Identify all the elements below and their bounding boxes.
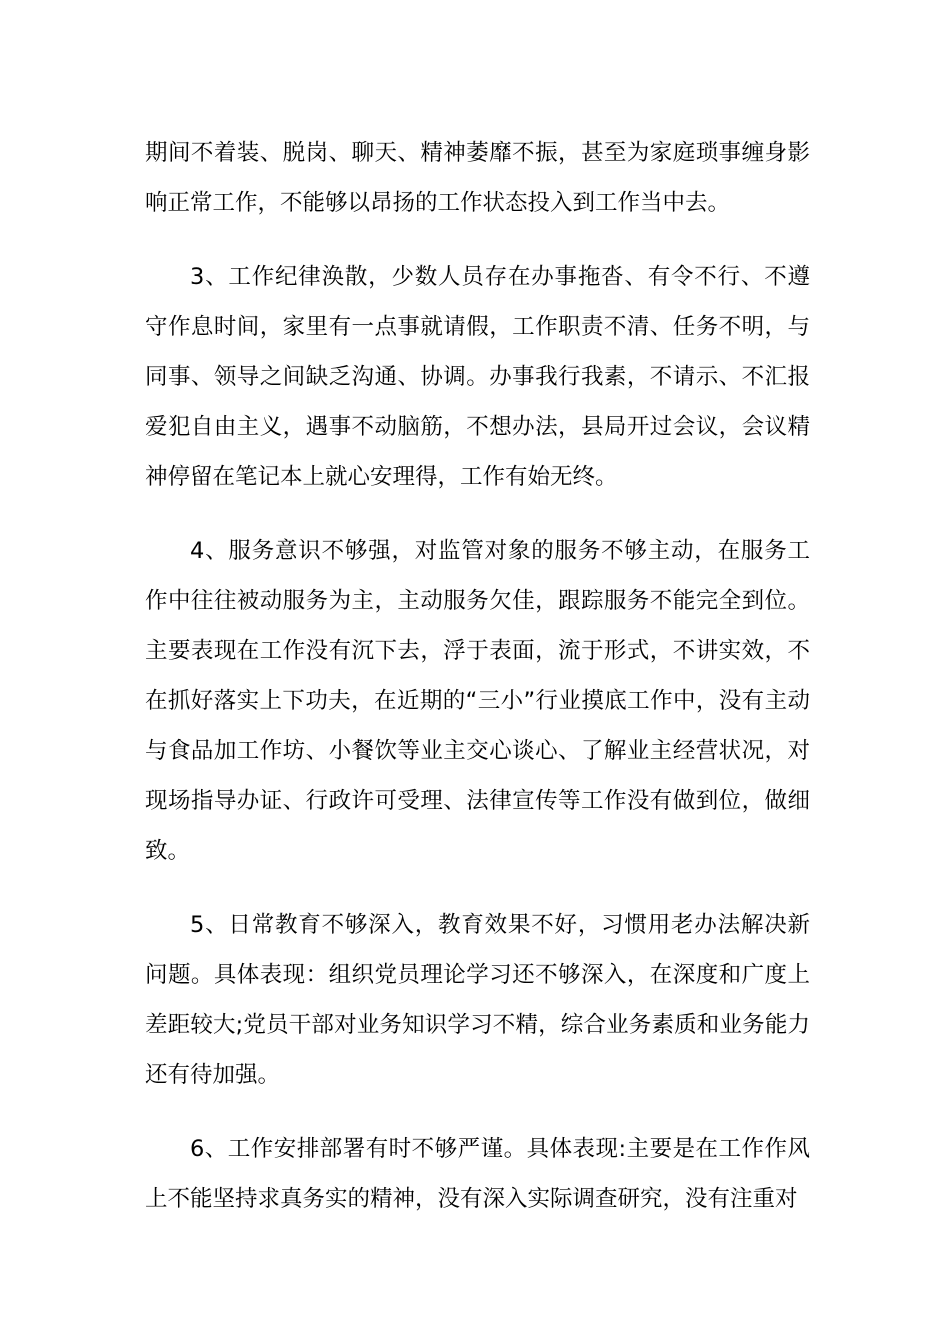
- paragraph-item-5: 5、日常教育不够深入，教育效果不好，习惯用老办法解决新问题。具体表现：组织党员理论学习还不够深入，在深度和广度上差距较大;党员干部对业务知识学习不精，综合业务素质和业务能力还有待加强。: [145, 912, 810, 1088]
- paragraph-item-6: 6、工作安排部署有时不够严谨。具体表现:主要是在工作作风上不能坚持求真务实的精神，没有深入实际调查研究，没有注重对: [145, 1136, 810, 1212]
- paragraph-item-4: 4、服务意识不够强，对监管对象的服务不够主动，在服务工作中往往被动服务为主，主动服务欠佳，跟踪服务不能完全到位。主要表现在工作没有沉下去，浮于表面，流于形式，不讲实效，不在抓好落实上下功夫，在近期的“三小”行业摸底工作中，没有主动与食品加工作坊、小餐饮等业主交心谈心、了解业主经营状况，对现场指导办证、行政许可受理、法律宣传等工作没有做到位，做细致。: [145, 538, 810, 864]
- paragraph-continued: 期间不着装、脱岗、聊天、精神萎靡不振，甚至为家庭琐事缠身影响正常工作，不能够以昂扬的工作状态投入到工作当中去。: [145, 140, 810, 216]
- paragraph-item-3: 3、工作纪律涣散，少数人员存在办事拖沓、有令不行、不遵守作息时间，家里有一点事就请假，工作职责不清、任务不明，与同事、领导之间缺乏沟通、协调。办事我行我素，不请示、不汇报爱犯自由主义，遇事不动脑筋，不想办法，县局开过会议，会议精神停留在笔记本上就心安理得，工作有始无终。: [145, 264, 810, 490]
- document-body: [145, 128, 810, 1248]
